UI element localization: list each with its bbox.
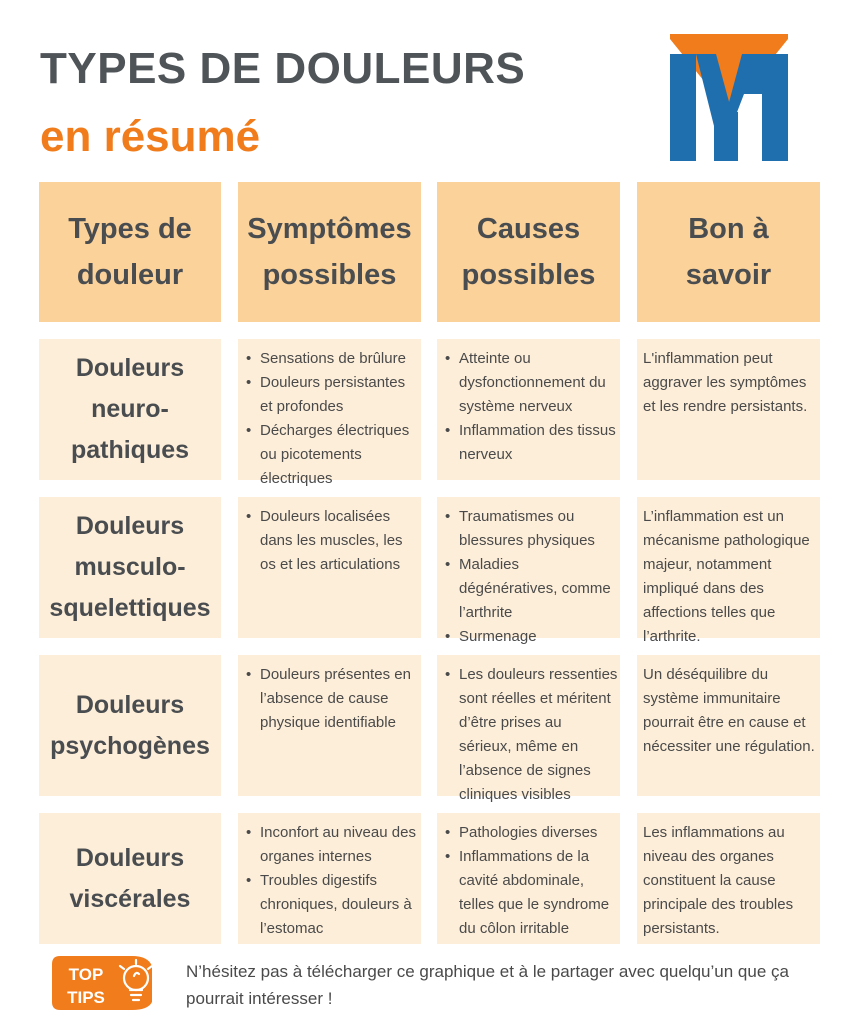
- row-type-line: psychogènes: [50, 731, 210, 760]
- list-item: • Douleurs présentes en l’absence de cause physique identifiable: [244, 663, 419, 735]
- symptoms-cell: [238, 655, 421, 796]
- header-causes-line2: possibles: [461, 259, 596, 291]
- top-tips-badge: [48, 952, 170, 1014]
- note-text: L'inflammation peut aggraver les symptômes et les rendre persistants.: [643, 350, 808, 415]
- list-item: • Inflammation des tissus nerveux: [443, 419, 618, 467]
- header-causes-line1: Causes: [476, 213, 581, 245]
- symptoms-cell: [238, 339, 421, 487]
- list-item: • Maladies dégénératives, comme l’arthrite: [443, 553, 618, 625]
- row-type-line: Douleurs: [75, 512, 185, 540]
- header-note-line1: Bon à: [688, 213, 769, 245]
- row-type-line: neuro-: [91, 395, 169, 423]
- row-type-psychogenic: [39, 655, 221, 796]
- list-item: • Décharges électriques ou picotements électriques: [244, 419, 419, 491]
- top-tips-line2: TIPS: [67, 988, 105, 1007]
- note-cell: [637, 655, 820, 796]
- header-note: [637, 182, 820, 322]
- row-type-line: Douleurs: [75, 354, 185, 382]
- header-symptoms-line1: Symptômes: [247, 213, 412, 245]
- list-item: • Atteinte ou dysfonctionnement du système nerveux: [443, 347, 618, 419]
- note-cell: [637, 813, 820, 944]
- causes-cell: [437, 813, 620, 944]
- list-item: • Sensations de brûlure: [244, 347, 419, 371]
- brand-logo: [668, 34, 790, 161]
- causes-cell: [437, 339, 620, 480]
- list-item: • Douleurs persistantes et profondes: [244, 371, 419, 419]
- header-types-line2: douleur: [76, 259, 184, 291]
- list-item: • Pathologies diverses: [443, 821, 618, 845]
- list-item: • Inconfort au niveau des organes internes: [244, 821, 419, 869]
- list-item: • Douleurs localisées dans les muscles, les os et les articulations: [244, 505, 419, 577]
- top-tips-line1: TOP: [68, 965, 104, 984]
- list-item: • Traumatismes ou blessures physiques: [443, 505, 618, 553]
- note-cell: [637, 339, 820, 480]
- page-title: TYPES DE DOULEURS: [40, 44, 526, 93]
- logo-blue-center-stem: [720, 112, 738, 161]
- note-cell: [637, 497, 820, 645]
- symptoms-cell: [238, 497, 421, 638]
- row-type-visceral: [39, 813, 221, 944]
- causes-cell: [437, 655, 620, 803]
- causes-cell: [437, 497, 620, 645]
- row-type-line: squelettiques: [49, 594, 211, 622]
- header-causes: [437, 182, 620, 322]
- logo-blue-left-bar: [670, 54, 696, 161]
- row-type-line: musculo-: [74, 553, 186, 581]
- row-type-line: Douleurs: [75, 843, 185, 872]
- footer-share-note: N’hésitez pas à télécharger ce graphique et à le partager avec quelqu’un que ça pourrait intéresser !: [186, 962, 789, 1008]
- header-types-line1: Types de: [68, 213, 192, 245]
- note-text: Les inflammations au niveau des organes constituent la cause principale des troubles persistants.: [643, 824, 794, 937]
- list-item: • Surmenage: [443, 625, 618, 649]
- symptoms-cell: [238, 813, 421, 944]
- note-text: Un déséquilibre du système immunitaire pourrait être en cause et nécessiter une régulation.: [643, 666, 815, 755]
- row-type-line: pathiques: [70, 436, 190, 464]
- logo-blue-right-bar: [762, 54, 788, 161]
- list-item: • Les douleurs ressenties sont réelles et méritent d’être prises au sérieux, même en l’absence de signes cliniques visibles: [443, 663, 618, 807]
- list-item: • Inflammations de la cavité abdominale, telles que le syndrome du côlon irritable: [443, 845, 618, 941]
- note-text: L’inflammation est un mécanisme pathologique majeur, notamment impliqué dans des affections telles que l’arthrite.: [643, 508, 810, 645]
- page-subtitle: en résumé: [40, 112, 261, 161]
- row-type-musculoskeletal: [39, 497, 221, 638]
- row-type-neuropathic: [39, 339, 221, 480]
- row-type-line: viscérales: [69, 884, 191, 913]
- header-note-line2: savoir: [685, 259, 772, 291]
- header-types: [39, 182, 221, 322]
- row-type-line: Douleurs: [75, 690, 185, 719]
- header-symptoms: [238, 182, 421, 322]
- list-item: • Troubles digestifs chroniques, douleurs à l’estomac: [244, 869, 419, 941]
- header-symptoms-line2: possibles: [262, 259, 397, 291]
